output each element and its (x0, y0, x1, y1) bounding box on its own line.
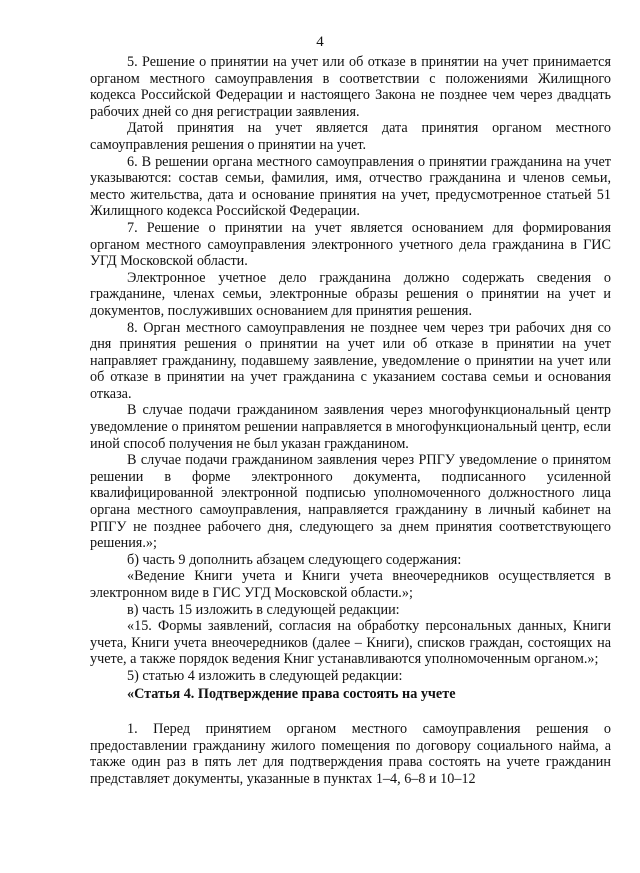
paragraph-books-electronic: «Ведение Книги учета и Книги учета внеочередников осуществляется в электронном виде в ГИС УГД Московской области.»; (90, 568, 611, 601)
paragraph-electronic-file: Электронное учетное дело гражданина должно содержать сведения о гражданине, членах семьи, электронные образы решения о принятии на учет и документов, послуживших основанием для принятия решения. (90, 269, 611, 319)
paragraph-15-forms: «15. Формы заявлений, согласия на обработку персональных данных, Книги учета, Книги учета внеочередников (далее – Книги), списков граждан, состоящих на учете, а также порядок ведения Книг устанавливаются уполномоченным органом.»; (90, 618, 611, 668)
article-4-heading: «Статья 4. Подтверждение права состоять на учете (127, 685, 456, 702)
article-4-paragraph-1: 1. Перед принятием органом местного самоуправления решения о предоставлении гражданину жилого помещения по договору социального найма, а также один раз в пять лет для подтверждения права состоять на учете гражданин представляет документы, указанные в пунктах 1–4, 6–8 и 10–12 (90, 721, 611, 787)
paragraph-article-4-amend: 5) статью 4 изложить в следующей редакции: (127, 667, 403, 684)
paragraph-part-15: в) часть 15 изложить в следующей редакции: (127, 601, 400, 618)
paragraph-acceptance-date: Датой принятия на учет является дата принятия органом местного самоуправления решения о принятии на учет. (90, 120, 611, 153)
paragraph-mfc-notice: В случае подачи гражданином заявления через многофункциональный центр уведомление о принятом решении направляется в многофункциональный центр, если иной способ получения не был указан гражданином. (90, 402, 611, 452)
paragraph-5: 5. Решение о принятии на учет или об отказе в принятии на учет принимается органом местного самоуправления в соответствии с положениями Жилищного кодекса Российской Федерации и настоящего Закона не позднее чем через двадцать рабочих дней со дня регистрации заявления. (90, 54, 611, 120)
page-number: 4 (316, 34, 324, 50)
document-body (90, 54, 611, 788)
paragraph-6: 6. В решении органа местного самоуправления о принятии гражданина на учет указываются: состав семьи, фамилия, имя, отчество гражданина и членов семьи, место жительства, дата и основание принятия на учет, предусмотренное статьей 51 Жилищного кодекса Российской Федерации. (90, 153, 611, 220)
paragraph-part-9: б) часть 9 дополнить абзацем следующего содержания: (127, 551, 462, 568)
paragraph-8: 8. Орган местного самоуправления не позднее чем через три рабочих дня со дня принятия решения о принятии на учет или об отказе в принятии на учет направляет гражданину, подавшему заявление, уведомление о принятии на учет или об отказе в принятии на учет гражданина с указанием состава семьи и основания отказа. (90, 319, 611, 402)
paragraph-7: 7. Решение о принятии на учет является основанием для формирования органом местного самоуправления электронного учетного дела гражданина в ГИС УГД Московской области. (90, 219, 611, 270)
paragraph-rpgu-notice: В случае подачи гражданином заявления через РПГУ уведомление о принятом решении в форме электронного документа, подписанного усиленной квалифицированной электронной подписью уполномоченного должностного лица органа местного самоуправления, направляется гражданину в личный кабинет на РПГУ не позднее рабочего дня, следующего за днем принятия соответствующего решения.»; (90, 452, 611, 552)
